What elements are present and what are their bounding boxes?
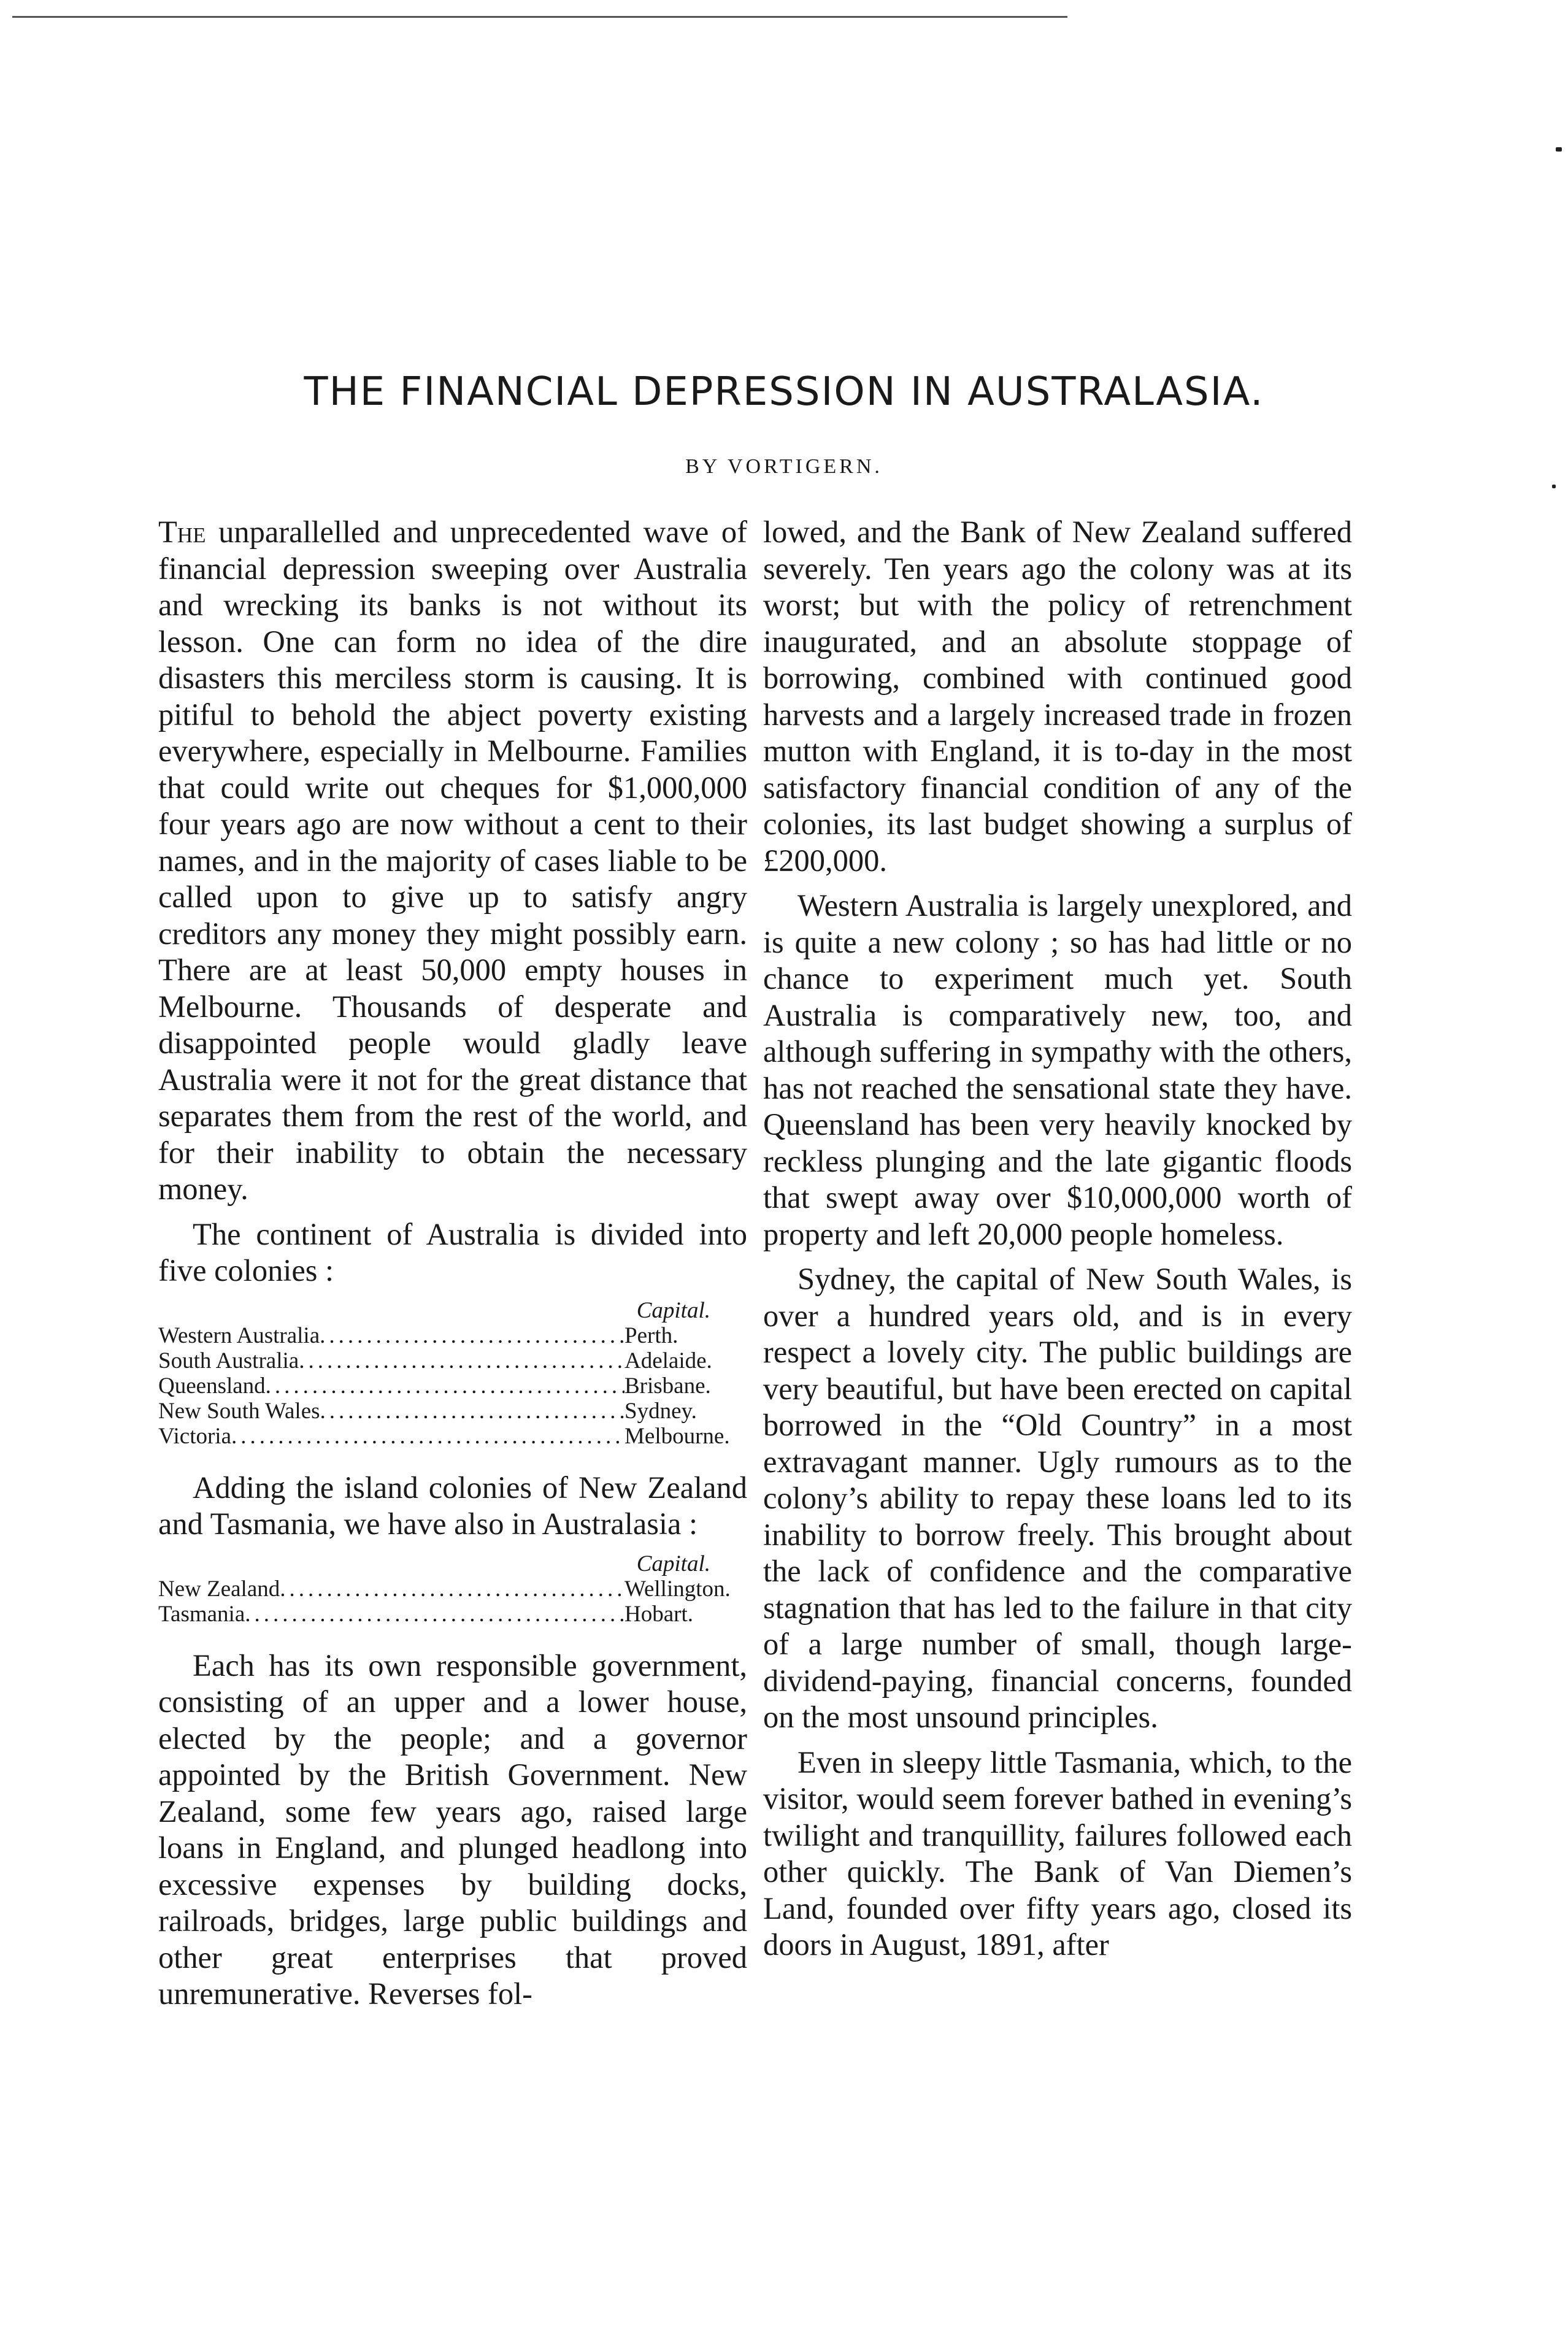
dot-leader — [266, 1373, 625, 1399]
table-row — [158, 1576, 747, 1602]
table-row — [158, 1323, 747, 1348]
capital-name: Adelaide. — [625, 1348, 712, 1373]
paragraph: lowed, and the Bank of New Zealand suffered severely. Ten years ago the colony was at its worst; but with the policy of retrenchment inaugurated, and an absolute stoppage of borrowing, combined with continued good harvests and a largely increased trade in frozen mutton with England, it is to-day in the most satisfactory financial condition of any of the colonies, its last budget showing a surplus of £200,000. — [763, 515, 1352, 878]
table-row — [158, 1424, 747, 1449]
left-column — [158, 514, 747, 2021]
colony-name: Western Australia — [158, 1323, 320, 1348]
paragraph-lead-word: The — [158, 515, 206, 549]
capital-name: Wellington. — [625, 1576, 731, 1602]
paragraph: Even in sleepy little Tasmania, which, to the visitor, would seem forever bathed in evening’s twilight and tranquillity, failures followed each other quickly. The Bank of Van Diemen’s Land, founded over fifty years ago, closed its doors in August, 1891, after — [763, 1745, 1352, 1962]
article-title: THE FINANCIAL DEPRESSION IN AUSTRALASIA. — [304, 369, 1264, 415]
colony-name: New South Wales — [158, 1398, 320, 1424]
capital-name: Melbourne. — [625, 1423, 730, 1449]
paragraph: Sydney, the capital of New South Wales, is over a hundred years old, and is in every respect a lovely city. The public buildings are very beautiful, but have been erected on capital borrowed in the “Old Country” in a most extravagant manner. Ugly rumours as to the colony’s ability to repay these loans led to its inability to borrow freely. This brought about the lack of confidence and the comparative stagnation that has led to the failure in that city of a large number of small, though large-dividend-paying, financial concerns, founded on the most unsound principles. — [763, 1262, 1352, 1734]
margin-speck — [1556, 147, 1562, 152]
island-colonies-table — [158, 1551, 747, 1627]
table-row — [158, 1373, 747, 1399]
dot-leader — [231, 1424, 625, 1449]
dot-leader — [320, 1323, 625, 1348]
colony-name: South Australia — [158, 1348, 299, 1373]
dot-leader — [245, 1602, 625, 1627]
top-rule — [12, 16, 1067, 18]
paragraph: Western Australia is largely unexplored, and is quite a new colony ; so has had little or no chance to experiment much yet. South Australia is comparatively new, too, and although suffering in sympathy with the others, has not reached the sensational state they have. Queensland has been very heavily knocked by reckless plunging and the late gigantic floods that swept away over $10,000,000 worth of property and left 20,000 people homeless. — [763, 888, 1352, 1251]
capital-name: Sydney. — [625, 1398, 697, 1424]
table-row — [158, 1348, 747, 1373]
paragraph: The continent of Australia is divided into five colonies : — [158, 1216, 747, 1288]
paragraph-text: unparallelled and unprecedented wave of financial depression sweeping over Australia and wrecking its banks is not without its lesson. One can form no idea of the dire disasters this merciless storm is causing. It is pitiful to behold the abject poverty existing everywhere, especially in Melbourne. Families that could write out cheques for $1,000,000 four years ago are now without a cent to their names, and in the majority of cases liable to be called upon to give up to satisfy angry creditors any money they might possibly earn. There are at least 50,000 empty houses in Melbourne. Thousands of desperate and disappointed people would gladly leave Australia were it not for the great distance that separates them from the rest of the world, and for their inability to obtain the necessary money. — [158, 515, 747, 1206]
colony-name: Tasmania — [158, 1601, 245, 1627]
table-row — [158, 1602, 747, 1627]
right-column — [763, 514, 1352, 1972]
dot-leader — [299, 1348, 625, 1373]
table-header: Capital. — [636, 1551, 710, 1576]
colony-name: Victoria — [158, 1423, 232, 1449]
colony-name: New Zealand — [158, 1576, 280, 1602]
article-byline: BY VORTIGERN. — [685, 455, 883, 478]
paragraph: Each has its own responsible government, consisting of an upper and a lower house, elected by the people; and a governor appointed by the British Government. New Zealand, some few years ago, raised large loans in England, and plunged headlong into excessive expenses by building docks, railroads, bridges, large public buildings and other great enterprises that proved unremunerative. Reverses fol- — [158, 1648, 747, 2011]
table-row — [158, 1399, 747, 1424]
capital-name: Perth. — [625, 1323, 678, 1348]
capital-name: Hobart. — [625, 1601, 693, 1627]
colonies-table — [158, 1298, 747, 1449]
table-header: Capital. — [636, 1297, 710, 1323]
capital-name: Brisbane. — [625, 1373, 711, 1399]
dot-leader — [280, 1576, 625, 1602]
paragraph: Adding the island colonies of New Zealand and Tasmania, we have also in Australasia : — [158, 1470, 747, 1541]
colony-name: Queensland — [158, 1373, 266, 1399]
paragraph — [158, 514, 747, 1208]
dot-leader — [320, 1399, 625, 1424]
margin-speck — [1552, 485, 1556, 488]
